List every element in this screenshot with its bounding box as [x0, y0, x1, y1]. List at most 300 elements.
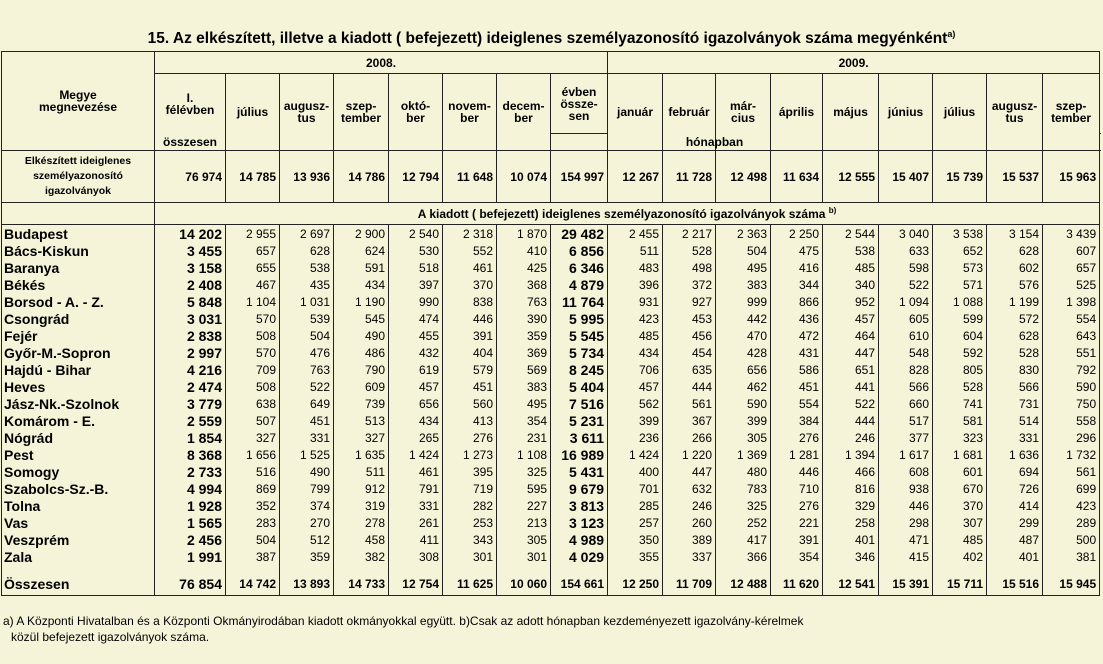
- cell-value: 2 733: [155, 463, 226, 480]
- county-name: Zala: [2, 548, 155, 565]
- cell-value: 508: [226, 378, 280, 395]
- cell-value: 307: [933, 514, 987, 531]
- cell-value: 2 559: [155, 412, 226, 429]
- cell-value: 261: [389, 514, 443, 531]
- cell-value: 6 346: [551, 259, 608, 276]
- county-header-line: Megye: [59, 88, 97, 102]
- county-name: Csongrád: [2, 310, 155, 327]
- issued-subtitle-text: A kiadott ( befejezett) ideiglenes személyazonosító igazolványok száma: [417, 207, 826, 221]
- cell-value: 511: [608, 242, 663, 259]
- table-row: [2, 548, 1100, 565]
- cell-value: 602: [987, 259, 1043, 276]
- cell-value: 619: [389, 361, 443, 378]
- cell-value: 500: [1043, 531, 1100, 548]
- header-line: évben: [561, 84, 597, 99]
- cell-value: 462: [716, 378, 771, 395]
- issued-subtitle-mark: b): [828, 206, 837, 215]
- table-row: [2, 378, 1100, 395]
- spacer-cell: [497, 565, 551, 573]
- cell-value: 660: [879, 395, 933, 412]
- cell-value: 518: [389, 259, 443, 276]
- cell-value: 458: [334, 531, 389, 548]
- table-row: [2, 361, 1100, 378]
- cell-value: 231: [497, 429, 551, 446]
- cell-value: 607: [1043, 242, 1100, 259]
- cell-value: 2 455: [608, 225, 663, 243]
- cell-value: 605: [879, 310, 933, 327]
- table-title: [0, 29, 1103, 48]
- cell-value: 278: [334, 514, 389, 531]
- cell-value: 246: [823, 429, 879, 446]
- cell-value: 425: [497, 259, 551, 276]
- cell-value: 1 108: [497, 446, 551, 463]
- spacer-cell: [879, 565, 933, 573]
- prepared-value: 76 974: [155, 151, 226, 203]
- cell-value: 253: [443, 514, 497, 531]
- cell-value: 566: [987, 378, 1043, 395]
- total-value: 10 060: [497, 573, 551, 596]
- total-value: 11 625: [443, 573, 497, 596]
- cell-value: 6 856: [551, 242, 608, 259]
- cell-value: 470: [716, 327, 771, 344]
- cell-value: 2 474: [155, 378, 226, 395]
- cell-value: 285: [608, 497, 663, 514]
- spacer-cell: [771, 565, 823, 573]
- cell-value: 483: [608, 259, 663, 276]
- cell-value: 576: [987, 276, 1043, 293]
- cell-value: 323: [933, 429, 987, 446]
- cell-value: 305: [497, 531, 551, 548]
- table-row: [2, 327, 1100, 344]
- county-name: Budapest: [2, 225, 155, 243]
- cell-value: 571: [933, 276, 987, 293]
- cell-value: 586: [771, 361, 823, 378]
- cell-value: 453: [663, 310, 716, 327]
- cell-value: 5 545: [551, 327, 608, 344]
- cell-value: 400: [608, 463, 663, 480]
- cell-value: 337: [663, 548, 716, 565]
- cell-value: 461: [389, 463, 443, 480]
- cell-value: 628: [987, 327, 1043, 344]
- footnote-line-2: közül befejezett igazolványok száma.: [11, 630, 210, 644]
- prepared-value: 12 267: [608, 151, 663, 203]
- cell-value: 554: [771, 395, 823, 412]
- cell-value: 601: [933, 463, 987, 480]
- cell-value: 599: [933, 310, 987, 327]
- cell-value: 246: [663, 497, 716, 514]
- county-header: [2, 52, 155, 151]
- cell-value: 396: [608, 276, 663, 293]
- cell-value: 1 398: [1043, 293, 1100, 310]
- cell-value: 370: [443, 276, 497, 293]
- county-name: Pest: [2, 446, 155, 463]
- cell-value: 552: [443, 242, 497, 259]
- cell-value: 3 813: [551, 497, 608, 514]
- cell-value: 1 104: [226, 293, 280, 310]
- cell-value: 331: [280, 429, 334, 446]
- cell-value: 423: [1043, 497, 1100, 514]
- table-row: [2, 242, 1100, 259]
- cell-value: 866: [771, 293, 823, 310]
- county-name: Komárom - E.: [2, 412, 155, 429]
- cell-value: 525: [1043, 276, 1100, 293]
- cell-value: 265: [389, 429, 443, 446]
- year-total-header: [551, 74, 608, 134]
- county-name: Somogy: [2, 463, 155, 480]
- cell-value: 423: [608, 310, 663, 327]
- header-line: I.: [186, 90, 194, 105]
- total-value: 15 945: [1043, 573, 1100, 596]
- cell-value: 474: [389, 310, 443, 327]
- spacer-cell: [933, 565, 987, 573]
- cell-value: 558: [1043, 412, 1100, 429]
- cell-value: 377: [879, 429, 933, 446]
- cell-value: 5 404: [551, 378, 608, 395]
- cell-value: 3 123: [551, 514, 608, 531]
- cell-value: 635: [663, 361, 716, 378]
- cell-value: 1 991: [155, 548, 226, 565]
- cell-value: 466: [823, 463, 879, 480]
- cell-value: 572: [987, 310, 1043, 327]
- cell-value: 830: [987, 361, 1043, 378]
- cell-value: 706: [608, 361, 663, 378]
- year-2009-header: 2009.: [608, 52, 1100, 74]
- cell-value: 1 094: [879, 293, 933, 310]
- cell-value: 3 031: [155, 310, 226, 327]
- cell-value: 257: [608, 514, 663, 531]
- spacer-cell: [551, 565, 608, 573]
- cell-value: 3 154: [987, 225, 1043, 243]
- cell-value: 649: [280, 395, 334, 412]
- cell-value: 604: [933, 327, 987, 344]
- header-line: ber: [514, 111, 533, 125]
- cell-value: 790: [334, 361, 389, 378]
- cell-value: 401: [987, 548, 1043, 565]
- cell-value: 495: [497, 395, 551, 412]
- header-line: szep-: [345, 99, 377, 113]
- county-name: Veszprém: [2, 531, 155, 548]
- cell-value: 528: [987, 344, 1043, 361]
- spacer-cell: [987, 565, 1043, 573]
- cell-value: 471: [879, 531, 933, 548]
- prepared-value: 13 936: [280, 151, 334, 203]
- cell-value: 1 525: [280, 446, 334, 463]
- cell-value: 2 540: [389, 225, 443, 243]
- cell-value: 355: [608, 548, 663, 565]
- cell-value: 366: [716, 548, 771, 565]
- cell-value: 447: [823, 344, 879, 361]
- cell-value: 513: [334, 412, 389, 429]
- cell-value: 656: [716, 361, 771, 378]
- cell-value: 528: [933, 378, 987, 395]
- cell-value: 451: [443, 378, 497, 395]
- header-line: július: [236, 105, 269, 119]
- cell-value: 624: [334, 242, 389, 259]
- cell-value: 657: [1043, 259, 1100, 276]
- subtitle-left-blank: [2, 203, 155, 225]
- cell-value: 213: [497, 514, 551, 531]
- cell-value: 456: [663, 327, 716, 344]
- cell-value: 570: [226, 344, 280, 361]
- prepared-value: 14 786: [334, 151, 389, 203]
- cell-value: 442: [716, 310, 771, 327]
- total-value: 15 391: [879, 573, 933, 596]
- prepared-value: 12 794: [389, 151, 443, 203]
- cell-value: 416: [771, 259, 823, 276]
- cell-value: 517: [879, 412, 933, 429]
- cell-value: 1 088: [933, 293, 987, 310]
- year-2008-header: 2008.: [155, 52, 608, 74]
- cell-value: 4 994: [155, 480, 226, 497]
- total-value: 12 488: [716, 573, 771, 596]
- cell-value: 327: [334, 429, 389, 446]
- spacer-cell: [716, 565, 771, 573]
- cell-value: 490: [280, 463, 334, 480]
- cell-value: 382: [334, 548, 389, 565]
- table-row: [2, 463, 1100, 480]
- table-row: [2, 531, 1100, 548]
- cell-value: 369: [497, 344, 551, 361]
- cell-value: 554: [1043, 310, 1100, 327]
- table-row: [2, 497, 1100, 514]
- cell-value: 344: [771, 276, 823, 293]
- cell-value: 569: [497, 361, 551, 378]
- total-value: 15 711: [933, 573, 987, 596]
- cell-value: 227: [497, 497, 551, 514]
- cell-value: 657: [226, 242, 280, 259]
- cell-value: 3 040: [879, 225, 933, 243]
- cell-value: 414: [987, 497, 1043, 514]
- title-text: 15. Az elkészített, illetve a kiadott ( befejezett) ideiglenes személyazonosító igazolványok száma megyénként: [147, 30, 948, 48]
- table-row: [2, 259, 1100, 276]
- cell-value: 643: [1043, 327, 1100, 344]
- cell-value: 912: [334, 480, 389, 497]
- cell-value: 487: [987, 531, 1043, 548]
- cell-value: 415: [879, 548, 933, 565]
- cell-value: 252: [716, 514, 771, 531]
- cell-value: 931: [608, 293, 663, 310]
- county-name: Baranya: [2, 259, 155, 276]
- osszesen-label: összesen: [155, 134, 226, 151]
- footnote: [3, 613, 1093, 645]
- cell-value: 404: [443, 344, 497, 361]
- cell-value: 2 456: [155, 531, 226, 548]
- cell-value: 816: [823, 480, 879, 497]
- total-value: 14 733: [334, 573, 389, 596]
- cell-value: 325: [716, 497, 771, 514]
- cell-value: 799: [280, 480, 334, 497]
- cell-value: 511: [334, 463, 389, 480]
- cell-value: 444: [823, 412, 879, 429]
- header-line: május: [833, 105, 868, 119]
- cell-value: 282: [443, 497, 497, 514]
- header-line: február: [668, 105, 710, 119]
- cell-value: 402: [933, 548, 987, 565]
- cell-value: 447: [663, 463, 716, 480]
- cell-value: 431: [771, 344, 823, 361]
- table-row: [2, 395, 1100, 412]
- cell-value: 397: [389, 276, 443, 293]
- cell-value: 1 681: [933, 446, 987, 463]
- prepared-value: 11 634: [771, 151, 823, 203]
- header-line: novem-: [448, 99, 491, 113]
- cell-value: 869: [226, 480, 280, 497]
- total-value: 12 541: [823, 573, 879, 596]
- cell-value: 457: [823, 310, 879, 327]
- cell-value: 325: [497, 463, 551, 480]
- spacer-cell: [1043, 565, 1100, 573]
- spacer-cell: [443, 565, 497, 573]
- cell-value: 346: [823, 548, 879, 565]
- cell-value: 411: [389, 531, 443, 548]
- total-value: 11 620: [771, 573, 823, 596]
- header-line: június: [887, 105, 924, 119]
- county-name: Borsod - A. - Z.: [2, 293, 155, 310]
- prepared-value: 15 537: [987, 151, 1043, 203]
- cell-value: 343: [443, 531, 497, 548]
- cell-value: 504: [280, 327, 334, 344]
- cell-value: 573: [933, 259, 987, 276]
- cell-value: 434: [389, 412, 443, 429]
- cell-value: 632: [663, 480, 716, 497]
- total-value: 154 661: [551, 573, 608, 596]
- cell-value: 4 216: [155, 361, 226, 378]
- cell-value: 2 900: [334, 225, 389, 243]
- cell-value: 331: [987, 429, 1043, 446]
- cell-value: 1 732: [1043, 446, 1100, 463]
- county-name: Fejér: [2, 327, 155, 344]
- cell-value: 590: [1043, 378, 1100, 395]
- table-row: [2, 514, 1100, 531]
- footnote-line-1: a) A Központi Hivatalban és a Központi Okmányirodában kiadott okmányokkal együtt. b)Csak az adott hónapban kezdeményezett igazolvány-kérelmek: [3, 614, 804, 628]
- cell-value: 592: [933, 344, 987, 361]
- cell-value: 763: [497, 293, 551, 310]
- spacer-cell: [155, 565, 226, 573]
- cell-value: 783: [716, 480, 771, 497]
- cell-value: 391: [443, 327, 497, 344]
- header-line: ber: [406, 111, 425, 125]
- total-value: 76 854: [155, 573, 226, 596]
- table-row: [2, 446, 1100, 463]
- cell-value: 14 202: [155, 225, 226, 243]
- cell-value: 548: [879, 344, 933, 361]
- cell-value: 276: [771, 497, 823, 514]
- cell-value: 522: [879, 276, 933, 293]
- cell-value: 551: [1043, 344, 1100, 361]
- cell-value: 3 538: [933, 225, 987, 243]
- cell-value: 289: [1043, 514, 1100, 531]
- cell-value: 372: [663, 276, 716, 293]
- cell-value: 359: [280, 548, 334, 565]
- header-line: októ-: [400, 99, 431, 113]
- cell-value: 538: [280, 259, 334, 276]
- cell-value: 236: [608, 429, 663, 446]
- cell-value: 467: [226, 276, 280, 293]
- cell-value: 739: [334, 395, 389, 412]
- cell-value: 656: [389, 395, 443, 412]
- county-name: Hajdú - Bihar: [2, 361, 155, 378]
- cell-value: 435: [280, 276, 334, 293]
- cell-value: 305: [716, 429, 771, 446]
- spacer-row: [2, 565, 1100, 573]
- cell-value: 590: [716, 395, 771, 412]
- county-name: Tolna: [2, 497, 155, 514]
- cell-value: 562: [608, 395, 663, 412]
- cell-value: 3 779: [155, 395, 226, 412]
- cell-value: 828: [879, 361, 933, 378]
- cell-value: 354: [771, 548, 823, 565]
- header-line: január: [617, 105, 654, 119]
- month-2008-header-1: [226, 74, 280, 151]
- county-name: Bács-Kiskun: [2, 242, 155, 259]
- cell-value: 952: [823, 293, 879, 310]
- county-name: Nógrád: [2, 429, 155, 446]
- month-2008-header-2: [280, 74, 334, 151]
- cell-value: 258: [823, 514, 879, 531]
- table-row: [2, 429, 1100, 446]
- cell-value: 8 368: [155, 446, 226, 463]
- prepared-value: 154 997: [551, 151, 608, 203]
- cell-value: 461: [443, 259, 497, 276]
- cell-value: 710: [771, 480, 823, 497]
- cell-value: 598: [879, 259, 933, 276]
- cell-value: 441: [823, 378, 879, 395]
- cell-value: 308: [389, 548, 443, 565]
- cell-value: 1 635: [334, 446, 389, 463]
- cell-value: 2 408: [155, 276, 226, 293]
- cell-value: 652: [933, 242, 987, 259]
- cell-value: 651: [823, 361, 879, 378]
- cell-value: 383: [497, 378, 551, 395]
- honapban-label-2008: hónapban: [551, 134, 879, 151]
- cell-value: 395: [443, 463, 497, 480]
- label-line: Elkészített ideiglenes: [24, 155, 132, 167]
- cell-value: 490: [334, 327, 389, 344]
- cell-value: 990: [389, 293, 443, 310]
- cell-value: 504: [226, 531, 280, 548]
- county-name: Békés: [2, 276, 155, 293]
- total-row: [2, 573, 1100, 596]
- cell-value: 628: [987, 242, 1043, 259]
- table-row: [2, 293, 1100, 310]
- cell-value: 352: [226, 497, 280, 514]
- cell-value: 485: [823, 259, 879, 276]
- header-line: tus: [297, 111, 316, 125]
- cell-value: 7 516: [551, 395, 608, 412]
- cell-value: 731: [987, 395, 1043, 412]
- cell-value: 485: [933, 531, 987, 548]
- cell-value: 5 848: [155, 293, 226, 310]
- cell-value: 1 424: [389, 446, 443, 463]
- table-row: [2, 310, 1100, 327]
- cell-value: 2 838: [155, 327, 226, 344]
- cell-value: 1 870: [497, 225, 551, 243]
- cell-value: 1 199: [987, 293, 1043, 310]
- cell-value: 319: [334, 497, 389, 514]
- cell-value: 938: [879, 480, 933, 497]
- cell-value: 399: [608, 412, 663, 429]
- cell-value: 451: [280, 412, 334, 429]
- prepared-value: 11 648: [443, 151, 497, 203]
- cell-value: 805: [933, 361, 987, 378]
- header-line: félévben: [165, 102, 215, 117]
- header-line: ber: [460, 111, 479, 125]
- cell-value: 4 989: [551, 531, 608, 548]
- cell-value: 719: [443, 480, 497, 497]
- month-2009-header-9: [1043, 74, 1100, 151]
- cell-value: 298: [879, 514, 933, 531]
- cell-value: 595: [497, 480, 551, 497]
